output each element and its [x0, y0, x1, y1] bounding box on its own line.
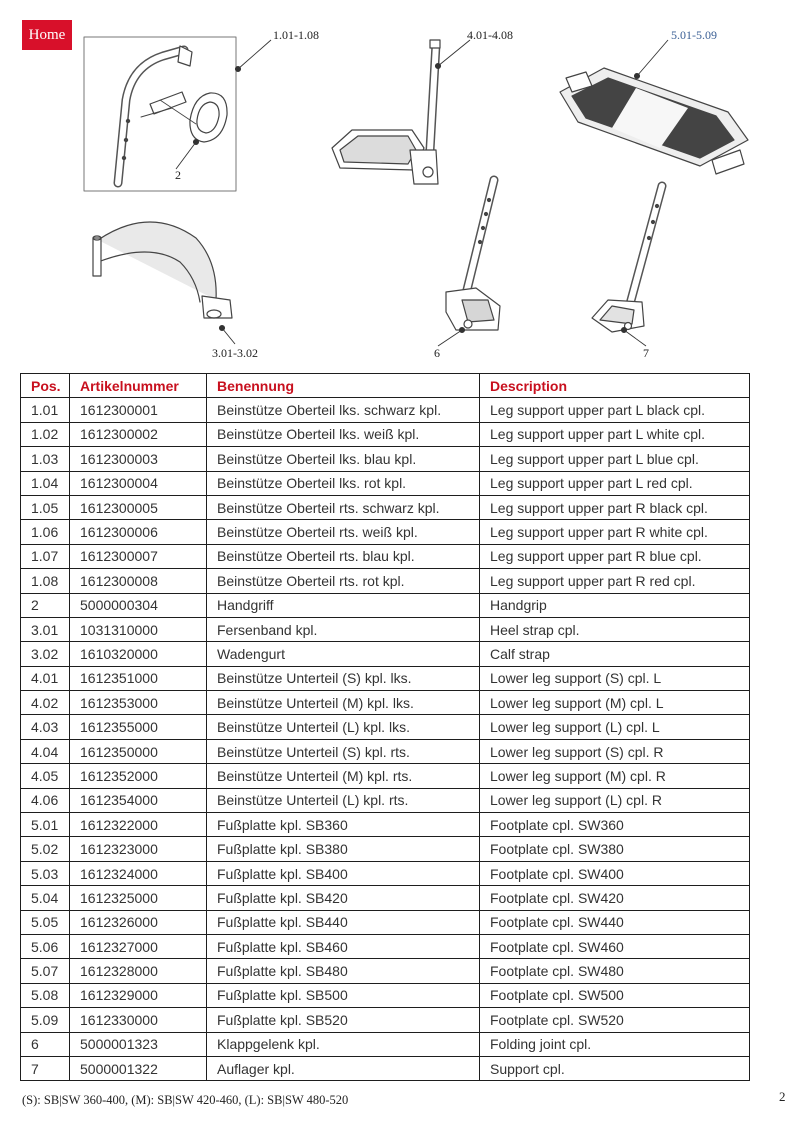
description-cell: Heel strap cpl.: [480, 617, 750, 641]
german-name-cell: Beinstütze Oberteil rts. weiß kpl.: [207, 520, 480, 544]
german-name-cell: Fußplatte kpl. SB520: [207, 1008, 480, 1032]
description-cell: Footplate cpl. SW360: [480, 813, 750, 837]
pos-cell: 1.04: [21, 471, 70, 495]
pos-cell: 3.01: [21, 617, 70, 641]
pos-cell: 1.01: [21, 398, 70, 422]
german-name-cell: Beinstütze Oberteil rts. rot kpl.: [207, 569, 480, 593]
description-cell: Leg support upper part R white cpl.: [480, 520, 750, 544]
pos-cell: 1.02: [21, 422, 70, 446]
pos-cell: 6: [21, 1032, 70, 1056]
table-row: [21, 471, 750, 495]
table-row: [21, 447, 750, 471]
table-row: [21, 764, 750, 788]
article-number-cell: 1612351000: [70, 666, 207, 690]
table-row: [21, 861, 750, 885]
pos-cell: 5.01: [21, 813, 70, 837]
german-name-cell: Beinstütze Unterteil (L) kpl. rts.: [207, 788, 480, 812]
article-number-cell: 1612328000: [70, 959, 207, 983]
support-drawing: [592, 186, 662, 332]
article-number-cell: 1612330000: [70, 1008, 207, 1032]
table-row: [21, 593, 750, 617]
article-number-cell: 1612329000: [70, 983, 207, 1007]
callout-6: 6: [434, 346, 440, 360]
article-number-cell: 5000001322: [70, 1056, 207, 1080]
german-name-cell: Beinstütze Unterteil (M) kpl. rts.: [207, 764, 480, 788]
german-name-cell: Fußplatte kpl. SB420: [207, 886, 480, 910]
table-row: [21, 715, 750, 739]
table-row: [21, 398, 750, 422]
pos-cell: 5.08: [21, 983, 70, 1007]
pos-cell: 5.06: [21, 934, 70, 958]
callout-3: 3.01-3.02: [212, 346, 258, 360]
footplate-drawing: [560, 68, 748, 174]
german-name-cell: Fersenband kpl.: [207, 617, 480, 641]
table-row: [21, 1032, 750, 1056]
german-name-cell: Fußplatte kpl. SB380: [207, 837, 480, 861]
calf-strap-drawing: [93, 222, 232, 318]
article-number-cell: 1612300005: [70, 495, 207, 519]
pos-cell: 3.02: [21, 642, 70, 666]
article-number-cell: 1612325000: [70, 886, 207, 910]
german-name-cell: Beinstütze Unterteil (L) kpl. lks.: [207, 715, 480, 739]
pos-cell: 4.05: [21, 764, 70, 788]
table-row: [21, 934, 750, 958]
table-header-row: [21, 374, 750, 398]
leg-support-upper-part-drawing: [84, 37, 236, 191]
callout-4: 4.01-4.08: [467, 28, 513, 42]
lower-leg-support-drawing: [332, 40, 440, 184]
pos-cell: 5.03: [21, 861, 70, 885]
article-number-cell: 1612300006: [70, 520, 207, 544]
description-cell: Lower leg support (M) cpl. R: [480, 764, 750, 788]
description-cell: Leg support upper part R red cpl.: [480, 569, 750, 593]
article-number-cell: 1612353000: [70, 691, 207, 715]
description-cell: Footplate cpl. SW460: [480, 934, 750, 958]
table-row: [21, 691, 750, 715]
article-number-cell: 5000001323: [70, 1032, 207, 1056]
article-number-cell: 5000000304: [70, 593, 207, 617]
german-name-cell: Fußplatte kpl. SB400: [207, 861, 480, 885]
description-cell: Lower leg support (L) cpl. L: [480, 715, 750, 739]
col-header-description: Description: [480, 374, 750, 398]
german-name-cell: Fußplatte kpl. SB480: [207, 959, 480, 983]
description-cell: Folding joint cpl.: [480, 1032, 750, 1056]
parts-illustration: [0, 0, 807, 370]
pos-cell: 4.04: [21, 739, 70, 763]
table-row: [21, 788, 750, 812]
table-row: [21, 495, 750, 519]
german-name-cell: Beinstütze Unterteil (M) kpl. lks.: [207, 691, 480, 715]
article-number-cell: 1612300003: [70, 447, 207, 471]
size-footnote: (S): SB|SW 360-400, (M): SB|SW 420-460, (L): SB|SW 480-520: [22, 1093, 349, 1107]
table-row: [21, 666, 750, 690]
pos-cell: 2: [21, 593, 70, 617]
description-cell: Lower leg support (S) cpl. L: [480, 666, 750, 690]
description-cell: Footplate cpl. SW380: [480, 837, 750, 861]
description-cell: Footplate cpl. SW500: [480, 983, 750, 1007]
german-name-cell: Beinstütze Oberteil lks. weiß kpl.: [207, 422, 480, 446]
description-cell: Support cpl.: [480, 1056, 750, 1080]
description-cell: Leg support upper part L black cpl.: [480, 398, 750, 422]
description-cell: Handgrip: [480, 593, 750, 617]
pos-cell: 1.05: [21, 495, 70, 519]
article-number-cell: 1612300001: [70, 398, 207, 422]
table-row: [21, 617, 750, 641]
description-cell: Leg support upper part R blue cpl.: [480, 544, 750, 568]
german-name-cell: Handgriff: [207, 593, 480, 617]
parts-table: [20, 373, 750, 1081]
table-row: [21, 569, 750, 593]
pos-cell: 1.07: [21, 544, 70, 568]
german-name-cell: Fußplatte kpl. SB500: [207, 983, 480, 1007]
description-cell: Leg support upper part R black cpl.: [480, 495, 750, 519]
table-row: [21, 959, 750, 983]
article-number-cell: 1612352000: [70, 764, 207, 788]
table-row: [21, 886, 750, 910]
pos-cell: 1.08: [21, 569, 70, 593]
col-header-german-name: Benennung: [207, 374, 480, 398]
pos-cell: 5.02: [21, 837, 70, 861]
description-cell: Footplate cpl. SW520: [480, 1008, 750, 1032]
article-number-cell: 1612355000: [70, 715, 207, 739]
article-number-cell: 1031310000: [70, 617, 207, 641]
callout-5: 5.01-5.09: [671, 28, 717, 42]
article-number-cell: 1612300008: [70, 569, 207, 593]
pos-cell: 4.01: [21, 666, 70, 690]
pos-cell: 5.09: [21, 1008, 70, 1032]
parts-table-body: [21, 398, 750, 1081]
pos-cell: 7: [21, 1056, 70, 1080]
description-cell: Footplate cpl. SW480: [480, 959, 750, 983]
page-number: 2: [779, 1089, 786, 1104]
description-cell: Leg support upper part L white cpl.: [480, 422, 750, 446]
german-name-cell: Fußplatte kpl. SB460: [207, 934, 480, 958]
article-number-cell: 1612300004: [70, 471, 207, 495]
table-row: [21, 739, 750, 763]
german-name-cell: Fußplatte kpl. SB440: [207, 910, 480, 934]
description-cell: Lower leg support (M) cpl. L: [480, 691, 750, 715]
german-name-cell: Klappgelenk kpl.: [207, 1032, 480, 1056]
article-number-cell: 1612300007: [70, 544, 207, 568]
description-cell: Lower leg support (L) cpl. R: [480, 788, 750, 812]
description-cell: Footplate cpl. SW420: [480, 886, 750, 910]
home-button[interactable]: Home: [22, 20, 72, 50]
german-name-cell: Beinstütze Oberteil lks. rot kpl.: [207, 471, 480, 495]
col-header-article-number: Artikelnummer: [70, 374, 207, 398]
article-number-cell: 1612324000: [70, 861, 207, 885]
table-row: [21, 1056, 750, 1080]
pos-cell: 5.07: [21, 959, 70, 983]
col-header-pos: Pos.: [21, 374, 70, 398]
table-row: [21, 642, 750, 666]
table-row: [21, 422, 750, 446]
pos-cell: 5.05: [21, 910, 70, 934]
table-row: [21, 813, 750, 837]
article-number-cell: 1612322000: [70, 813, 207, 837]
description-cell: Footplate cpl. SW440: [480, 910, 750, 934]
article-number-cell: 1612326000: [70, 910, 207, 934]
german-name-cell: Beinstütze Unterteil (S) kpl. rts.: [207, 739, 480, 763]
callout-7: 7: [643, 346, 649, 360]
description-cell: Footplate cpl. SW400: [480, 861, 750, 885]
pos-cell: 4.03: [21, 715, 70, 739]
german-name-cell: Fußplatte kpl. SB360: [207, 813, 480, 837]
article-number-cell: 1612354000: [70, 788, 207, 812]
table-row: [21, 520, 750, 544]
description-cell: Calf strap: [480, 642, 750, 666]
german-name-cell: Beinstütze Oberteil rts. blau kpl.: [207, 544, 480, 568]
table-row: [21, 910, 750, 934]
german-name-cell: Auflager kpl.: [207, 1056, 480, 1080]
article-number-cell: 1612350000: [70, 739, 207, 763]
callout-2: 2: [175, 168, 181, 182]
article-number-cell: 1612323000: [70, 837, 207, 861]
description-cell: Leg support upper part L blue cpl.: [480, 447, 750, 471]
german-name-cell: Beinstütze Oberteil lks. schwarz kpl.: [207, 398, 480, 422]
folding-joint-drawing: [446, 180, 500, 330]
article-number-cell: 1612327000: [70, 934, 207, 958]
pos-cell: 4.02: [21, 691, 70, 715]
german-name-cell: Beinstütze Oberteil lks. blau kpl.: [207, 447, 480, 471]
table-row: [21, 837, 750, 861]
pos-cell: 1.06: [21, 520, 70, 544]
article-number-cell: 1610320000: [70, 642, 207, 666]
table-row: [21, 1008, 750, 1032]
german-name-cell: Beinstütze Unterteil (S) kpl. lks.: [207, 666, 480, 690]
pos-cell: 1.03: [21, 447, 70, 471]
german-name-cell: Beinstütze Oberteil rts. schwarz kpl.: [207, 495, 480, 519]
pos-cell: 5.04: [21, 886, 70, 910]
article-number-cell: 1612300002: [70, 422, 207, 446]
table-row: [21, 544, 750, 568]
pos-cell: 4.06: [21, 788, 70, 812]
german-name-cell: Wadengurt: [207, 642, 480, 666]
description-cell: Lower leg support (S) cpl. R: [480, 739, 750, 763]
callout-1: 1.01-1.08: [273, 28, 319, 42]
description-cell: Leg support upper part L red cpl.: [480, 471, 750, 495]
table-row: [21, 983, 750, 1007]
